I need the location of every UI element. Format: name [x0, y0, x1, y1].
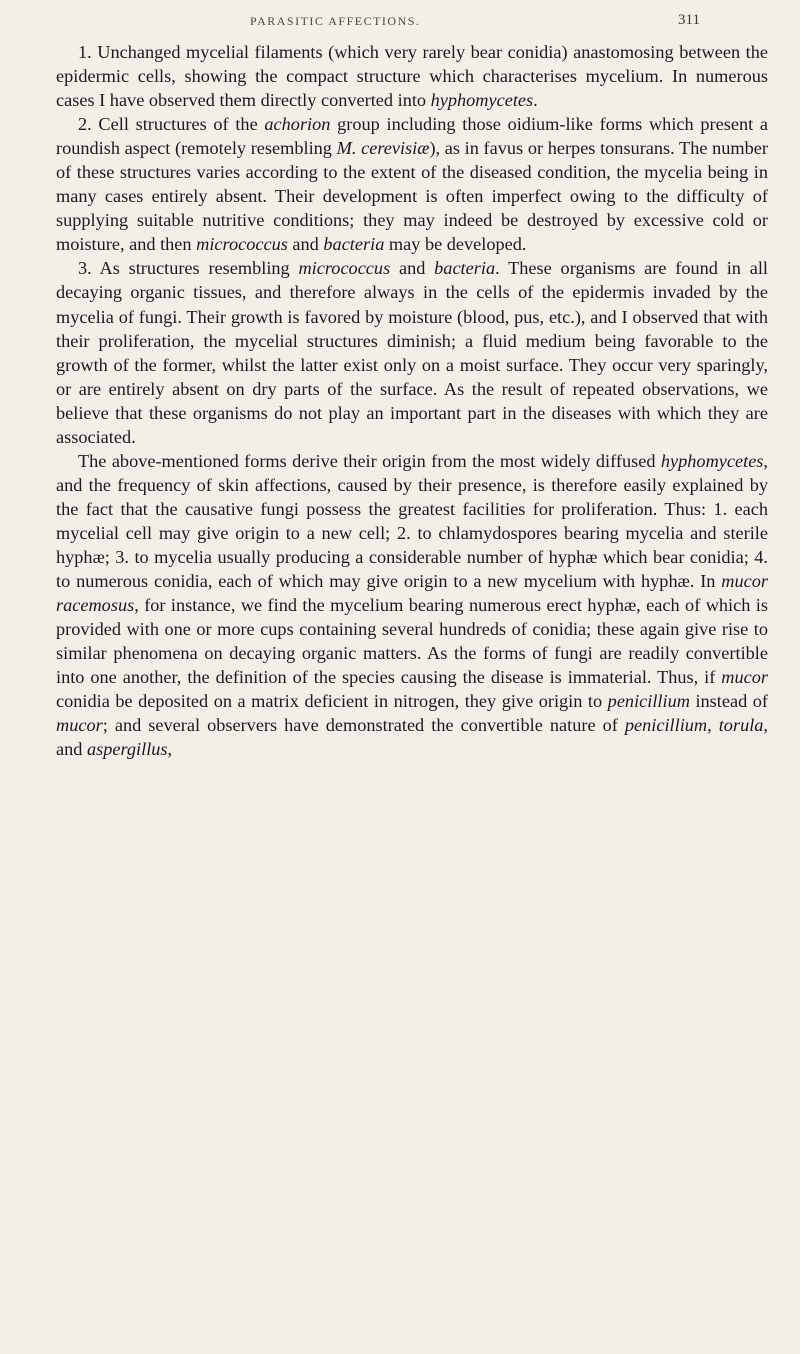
text-run: 3. As structures resembling	[78, 258, 299, 279]
italic-term: bacteria	[434, 258, 496, 279]
text-run: and	[390, 258, 435, 279]
text-run: instead of	[689, 691, 768, 712]
text-run: 2. Cell structures of the	[78, 114, 265, 135]
italic-term: penicillium	[607, 691, 690, 712]
italic-term: mucor racemosus	[56, 571, 768, 616]
italic-term: penicillium, torula,	[624, 715, 768, 736]
page-number: 311	[678, 12, 700, 28]
italic-term: achorion	[264, 114, 331, 135]
running-title: PARASITIC AFFECTIONS.	[250, 14, 421, 28]
paragraph-forms-origin	[56, 449, 768, 762]
paragraph-item-3-micrococcus-bacteria	[56, 256, 768, 448]
italic-term: hyphomycetes	[660, 450, 764, 471]
text-run: , and the frequency of skin affections, caused by their presence, is therefore easily explained by the fact that the causative fungi possess the greatest facilities for proliferation. Thus: 1. each mycelial cell may give origin to a new cell; 2. to chlamydospores bearing mycelia and sterile hyphæ; 3. to mycelia usually producing a considerable number of hyphæ which bear conidia; 4. to numerous conidia, each of which may give origin to a new mycelium with hyphæ. In	[56, 450, 768, 592]
italic-term: aspergillus,	[86, 739, 173, 760]
text-run: may be developed.	[384, 234, 527, 255]
text-run: and	[287, 234, 324, 255]
italic-term: micrococcus	[196, 234, 288, 255]
paragraph-item-1-unchanged-filaments	[56, 40, 768, 112]
text-run: . These organisms are found in all decaying organic tissues, and therefore always in the cells of the epidermis invaded by the mycelia of fungi. Their growth is favored by moisture (blood, pus, etc.), and I observed that with their proliferation, the mycelial structures diminish; a fluid medium being favorable to the growth of the former, whilst the latter exist only on a moist surface. They occur very sparingly, or are entirely absent on dry parts of the surface. As the result of repeated observations, we believe that these organisms do not play an important part in the diseases with which they are associated.	[56, 258, 768, 447]
italic-term: hyphomycetes	[430, 90, 534, 111]
text-run: , for instance, we find the mycelium bearing numerous erect hyphæ, each of which is provided with one or more cups containing several hundreds of conidia; these again give rise to similar phenomena on decaying organic matters. As the forms of fungi are readily convertible into one another, the definition of the species causing the disease is immaterial. Thus, if	[56, 595, 768, 688]
running-head	[250, 12, 700, 36]
paragraph-item-2-cell-structures	[56, 112, 768, 256]
italic-term: M. cerevisiæ	[336, 138, 430, 159]
text-run: The above-mentioned forms derive their origin from the most widely diffused	[78, 450, 661, 471]
italic-term: bacteria	[323, 234, 385, 255]
text-run: ), as in favus or herpes tonsurans. The number of these structures varies according to the extent of the diseased condition, the mycelia being in many cases entirely absent. Their development is often imperfect owing to the difficulty of supplying suitable nutritive conditions; they may indeed be destroyed by excessive cold or moisture, and then	[56, 138, 768, 255]
text-run: .	[533, 90, 538, 111]
text-run: and	[56, 739, 87, 760]
text-run: ; and several observers have demonstrated the convertible nature of	[102, 715, 625, 736]
italic-term: mucor	[56, 715, 103, 736]
body-text	[56, 40, 768, 761]
italic-term: micrococcus	[298, 258, 391, 279]
italic-term: mucor	[721, 667, 768, 688]
text-run: conidia be deposited on a matrix deficient in nitrogen, they give origin to	[56, 691, 608, 712]
text-run: 1. Unchanged mycelial filaments (which very rarely bear conidia) anastomosing between the epidermic cells, showing the compact structure which characterises mycelium. In numerous cases I have observed them directly converted into	[56, 42, 768, 111]
text-run: group including those oidium-like forms which present a roundish aspect (remotely resembling	[56, 114, 768, 159]
